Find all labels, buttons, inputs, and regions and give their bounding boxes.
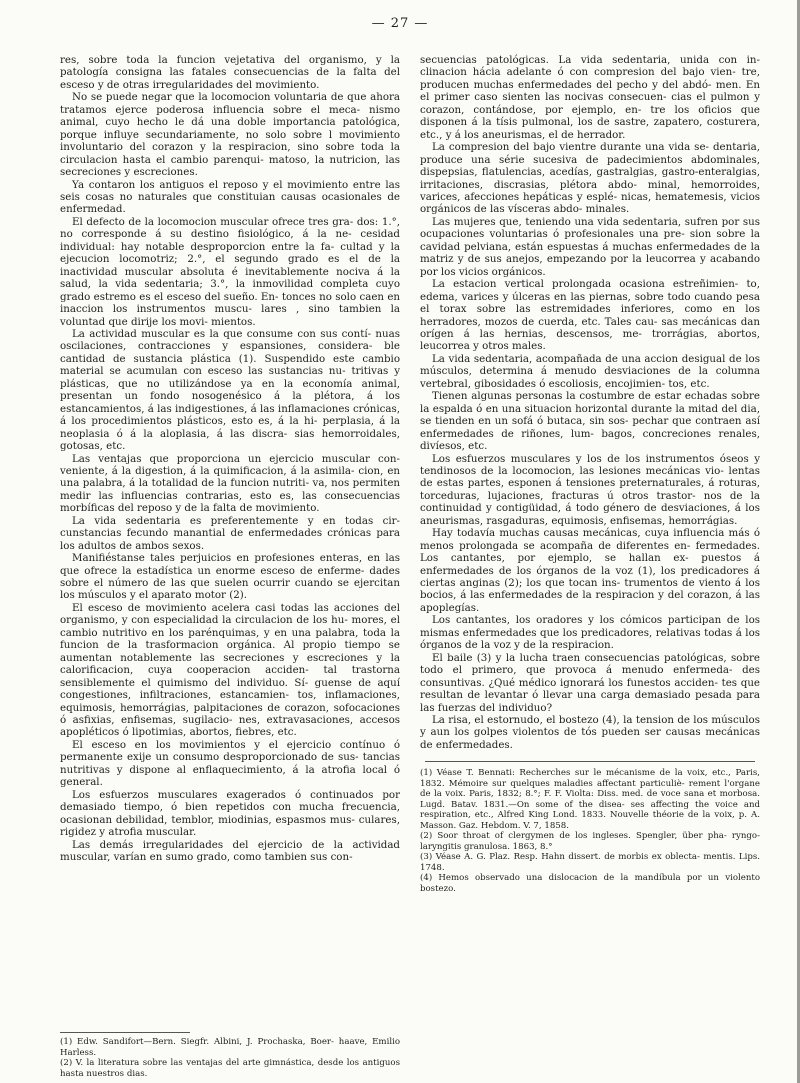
- paragraph: El defecto de la locomocion muscular ofrece tres gra- dos: 1.°, no corresponde á su destino fisiológico, á la ne- cesidad individual: hay notable desproporcion entre la fa- cultad y la ejecucion locomotriz; 2.°, el segundo grado es el de la inactividad muscular absoluta é inevitablemente nociva á la salud, la vida sedentaria; 3.°, la inmovilidad completa cuyo grado estremo es el esceso del sueño. En- tonces no solo caen en inaccion los instrumentos muscu- lares , sino tambien la voluntad que dirije los movi- mientos.: [60, 215, 400, 328]
- left-footnotes: [60, 1032, 400, 1079]
- paragraph: La actividad muscular es la que consume con sus contí- nuas oscilaciones, contracciones y espansiones, considera- ble cantidad de sustancia plástica (1). Suspendido este cambio material se acumulan con esceso las sustancias nu- tritivas y plásticas, que no utilizándose ya en la economía animal, presentan un fondo nosogenésico á la plétora, á los estancamientos, á las indigestiones, á las inflamaciones crónicas, á los procedimientos plásticos, esto es, á la hi- perplasia, á la neoplasia ó á la aloplasia, á las discra- sias hemorroidales, gotosas, etc.: [60, 327, 401, 453]
- paragraph: Los esfuerzos musculares y los de los instrumentos óseos y tendinosos de la locomocion, las lesiones mecánicas vio- lentas de estas partes, esponen á tensiones preternaturales, á roturas, torceduras, lujaciones, fracturas ú otros trastor- nos de la continuidad y contigüidad, á todo género de desviaciones, á los aneurismas, rasgaduras, equimosis, enfisemas, hemorrágias.: [420, 452, 760, 527]
- right-footnotes: [420, 768, 760, 894]
- footnote: (2) Soor throat of clergymen de los ingleses. Spengler, über pha- ryngo-laryngitis granulosa. 1863, 8.°: [420, 831, 760, 852]
- paragraph: res, sobre toda la funcion vejetativa del organismo, y la patología consigna las fatales consecuencias de la falta del esceso y de otras irregularidades del movimiento.: [60, 54, 400, 91]
- left-column: [60, 54, 400, 1030]
- paragraph: La vida sedentaria, acompañada de una accion desigual de los músculos, determina á menudo desviaciones de la columna vertebral, gibosidades ó escoliosis, encojimien- tos, etc.: [420, 352, 760, 390]
- footnote: (3) Véase A. G. Plaz. Resp. Hahn dissert. de morbis ex oblecta- mentis. Lips. 1748.: [420, 852, 760, 873]
- paragraph: La vida sedentaria es preferentemente y en todas cir- cunstancias fecundo manantial de enfermedades crónicas para los adultos de ambos sexos.: [60, 514, 400, 552]
- paragraph: Los esfuerzos musculares exagerados ó continuados por demasiado tiempo, ó bien repetidos con mucha frecuencia, ocasionan debilidad, temblor, miodinias, espasmos mus- culares, rigidez y atrofia muscular.: [60, 788, 400, 839]
- paragraph: Manifiéstanse tales perjuicios en profesiones enteras, en las que ofrece la estadística un enorme esceso de enferme- dades sobre el número de las que suelen ocurrir cuando se ejercitan los músculos y el aparato motor (2).: [60, 552, 400, 602]
- footnote: (4) Hemos observado una dislocacion de la mandíbula por un violento bostezo.: [420, 873, 760, 894]
- right-column: [420, 54, 760, 1064]
- paragraph: La compresion del bajo vientre durante una vida se- dentaria, produce una série sucesiva de padecimientos abdominales, dispepsias, flatulencias, acedías, gastralgias, gastro-enteralgias, irritaciones, discrasias, plétora abdo- minal, hemorroides, varices, afecciones hepáticas y esplé- nicas, hematemesis, vicios orgánicos de las vísceras abdo- minales.: [420, 141, 760, 216]
- footnote-divider: [425, 761, 755, 762]
- paragraph: Los cantantes, los oradores y los cómicos participan de los mismas enfermedades que los predicadores, relativas todas á los órganos de la voz y de la respiracion.: [420, 614, 760, 652]
- footnote: (1) Edw. Sandifort—Bern. Siegfr. Albini, J. Prochaska, Boer- haave, Emilio Harless.: [60, 1037, 400, 1058]
- footnote: (1) Véase T. Bennati: Recherches sur le mécanisme de la voix, etc., Paris, 1832. Mémoire sur quelques maladies affectant particuliè- rement l'organe de la voix. Paris, 1832; 8.°; F. F. Violta: Diss. med. de voce sana et morbosa. Lugd. Batav. 1831.—On some of the disea- ses affecting the voice and respiration, etc., Alfred King Lond. 1833. Nouvelle théorie de la voix, p. A. Masson. Gaz. Hebdom. V. 7, 1858.: [420, 768, 760, 831]
- paragraph: El esceso en los movimientos y el ejercicio contínuo ó permanente exije un consumo desproporcionado de sus- tancias nutritivas y dispone al enflaquecimiento, á la atrofia local ó general.: [60, 738, 400, 789]
- paragraph: Las mujeres que, teniendo una vida sedentaria, sufren por sus ocupaciones voluntarias ó profesionales una pre- sion sobre la cavidad pelviana, están espuestas á muchas enfermedades de la matriz y de sus anejos, empezando por la leucorrea y acabando por los vicios orgánicos.: [420, 215, 760, 278]
- paragraph: Tienen algunas personas la costumbre de estar echadas sobre la espalda ó en una situacion horizontal durante la mitad del dia, se tienden en un sofá ó butaca, sin sos- pechar que contraen así enfermedades de riñones, lum- bagos, concreciones renales, divíesos, etc.: [420, 390, 760, 453]
- paragraph: La estacion vertical prolongada ocasiona estreñimien- to, edema, varices y úlceras en las piernas, sobre todo cuando pesa el torax sobre las estremidades inferiores, como en los herradores, mozos de cuerda, etc. Tales cau- sas mecánicas dan orígen á las hernias, descensos, me- trorrágias, abortos, leucorrea y otros males.: [420, 278, 760, 353]
- page-number: — 27 —: [371, 16, 429, 31]
- paragraph: El esceso de movimiento acelera casi todas las acciones del organismo, y con especialidad la circulacion de los hu- mores, el cambio nutritivo en los parénquimas, y en una palabra, toda la funcion de la trasformacion orgánica. Al propio tiempo se aumentan notablemente las secreciones y escreciones y la calorificacion, cuya cooperacion acciden- tal trastorna sensiblemente el quimismo del individuo. Sí- guense de aquí congestiones, infiltraciones, estancamien- tos, inflamaciones, equimosis, hemorrágias, palpitaciones de corazon, sofocaciones ó asfixias, enfisemas, sugilacio- nes, extravasaciones, accesos apopléticos ó lipotimias, abortos, fiebres, etc.: [60, 601, 400, 739]
- paragraph: Hay todavía muchas causas mecánicas, cuya influencia más ó menos prolongada se acompaña de diferentes en- fermedades. Los cantantes, por ejemplo, se hallan ex- puestos á enfermedades de los órganos de la voz (1), los predicadores á ciertas anginas (2); los que tocan ins- trumentos de viento á los bocios, á las enfermedades de la respiracion y del corazon, á las apoplegías.: [420, 527, 760, 614]
- paragraph: Ya contaron los antiguos el reposo y el movimiento entre las seis cosas no naturales que constituian causas ocasionales de enfermedad.: [60, 178, 400, 216]
- paragraph: Las ventajas que proporciona un ejercicio muscular con- veniente, á la digestion, á la quimificacion, á la asimila- cion, en una palabra, á la totalidad de la funcion nutriti- va, nos permiten medir las influencias contrarias, esto es, las consecuencias morbíficas del reposo y de la falta de movimiento.: [60, 452, 400, 515]
- footnote: (2) V. la literatura sobre las ventajas del arte gimnástica, desde los antiguos hasta nuestros dias.: [60, 1058, 400, 1079]
- paragraph: No se puede negar que la locomocion voluntaria de que ahora tratamos ejerce poderosa influencia sobre el meca- nismo animal, cuyo hecho le dá una doble importancia patológica, porque influye secundariamente, no solo sobre l movimiento involuntario del corazon y la respiracion, sino sobre toda la circulacion hasta el cambio parenqui- matoso, la nutricion, las secreciones y escreciones.: [60, 91, 400, 179]
- paragraph: La risa, el estornudo, el bostezo (4), la tension de los músculos y aun los golpes violentos de tós pueden ser causas mecánicas de enfermedades.: [420, 714, 760, 751]
- paragraph: secuencias patológicas. La vida sedentaria, unida con in- clinacion hácia adelante ó con compresion del bajo vien- tre, producen muchas enfermedades del pecho y del abdó- men. En el primer caso sienten las nocivas consecuen- cias el pulmon y corazon, contándose, por ejemplo, en- tre los oficios que disponen á la tísis pulmonal, los de sastre, zapatero, costurera, etc., y á los aneurismas, el de herrador.: [420, 54, 760, 141]
- footnote-divider: [60, 1032, 190, 1033]
- paragraph: El baile (3) y la lucha traen consecuencias patológicas, sobre todo el primero, que provoca á menudo enfermeda- des consuntivas. ¿Qué médico ignorará los funestos acciden- tes que resultan de levantar ó llevar una carga demasiado pesada para las fuerzas del individuo?: [420, 651, 760, 714]
- paragraph: Las demás irregularidades del ejercicio de la actividad muscular, varían en sumo grado, como tambien sus con-: [60, 838, 400, 863]
